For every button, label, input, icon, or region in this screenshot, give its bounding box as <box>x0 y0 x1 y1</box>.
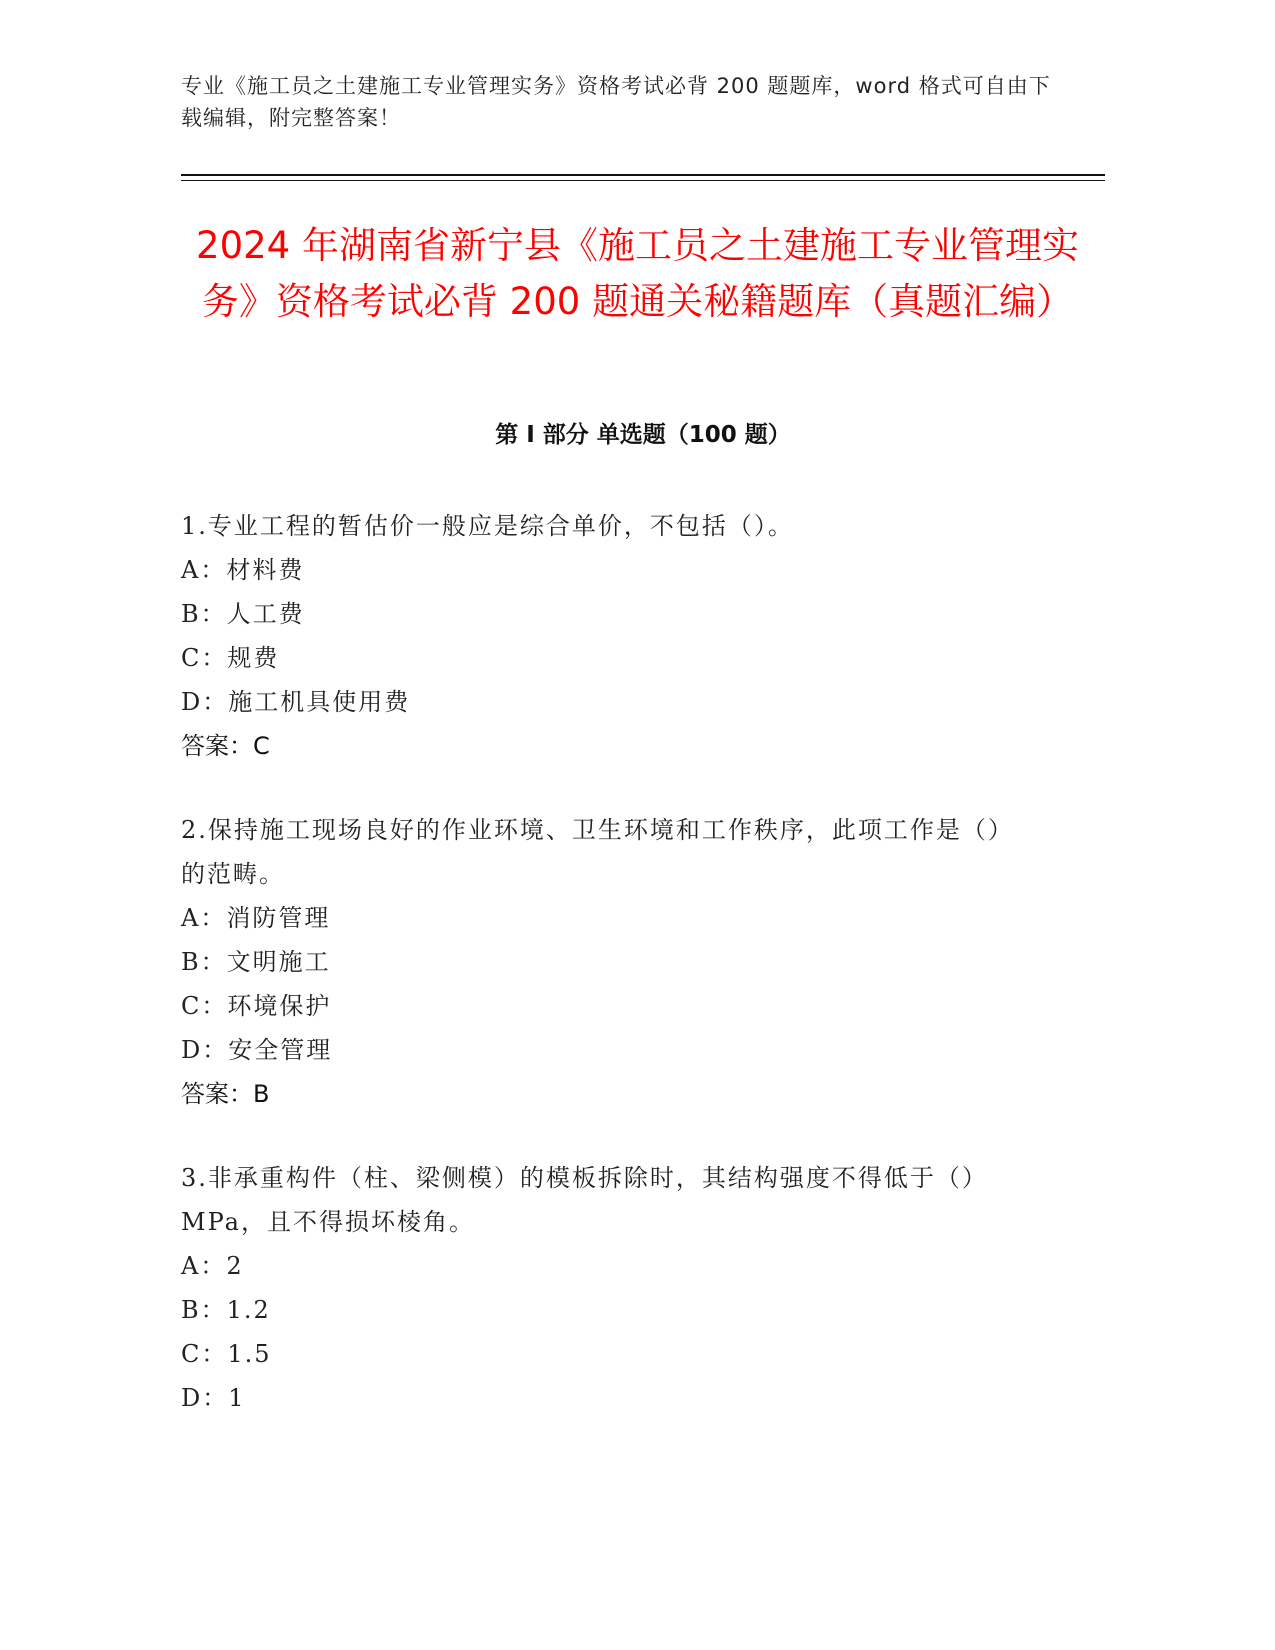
section-title: 第 I 部分 单选题（100 题） <box>495 422 791 448</box>
answer-line: 答案：C <box>181 732 270 760</box>
header-divider-thin <box>181 180 1105 181</box>
option-d: D：1 <box>181 1384 246 1412</box>
option-a: A：消防管理 <box>181 904 331 932</box>
option-b: B：文明施工 <box>181 948 331 976</box>
option-b: B：人工费 <box>181 600 305 628</box>
question-3 <box>181 1156 1021 1420</box>
question-1 <box>181 504 1021 768</box>
question-stem: 1.专业工程的暂估价一般应是综合单价，不包括（）。 <box>181 512 794 540</box>
option-b: B：1.2 <box>181 1296 271 1324</box>
answer-line: 答案：B <box>181 1080 270 1108</box>
question-stem: 2.保持施工现场良好的作业环境、卫生环境和工作秩序，此项工作是（）的范畴。 <box>181 816 1014 888</box>
option-c: C：1.5 <box>181 1340 272 1368</box>
question-2 <box>181 808 1021 1116</box>
option-a: A：2 <box>181 1252 244 1280</box>
option-d: D：安全管理 <box>181 1036 333 1064</box>
option-a: A：材料费 <box>181 556 305 584</box>
option-c: C：环境保护 <box>181 992 332 1020</box>
header-divider-thick <box>181 174 1105 176</box>
header-note: 专业《施工员之土建施工专业管理实务》资格考试必背 200 题题库，word 格式可自由下载编辑，附完整答案！ <box>181 74 1051 130</box>
option-c: C：规费 <box>181 644 280 672</box>
option-d: D：施工机具使用费 <box>181 688 411 716</box>
document-title: 2024 年湖南省新宁县《施工员之土建施工专业管理实务》资格考试必背 200 题通关秘籍题库（真题汇编） <box>196 224 1079 323</box>
question-stem: 3.非承重构件（柱、梁侧模）的模板拆除时，其结构强度不得低于（）MPa，且不得损坏棱角。 <box>181 1164 988 1236</box>
